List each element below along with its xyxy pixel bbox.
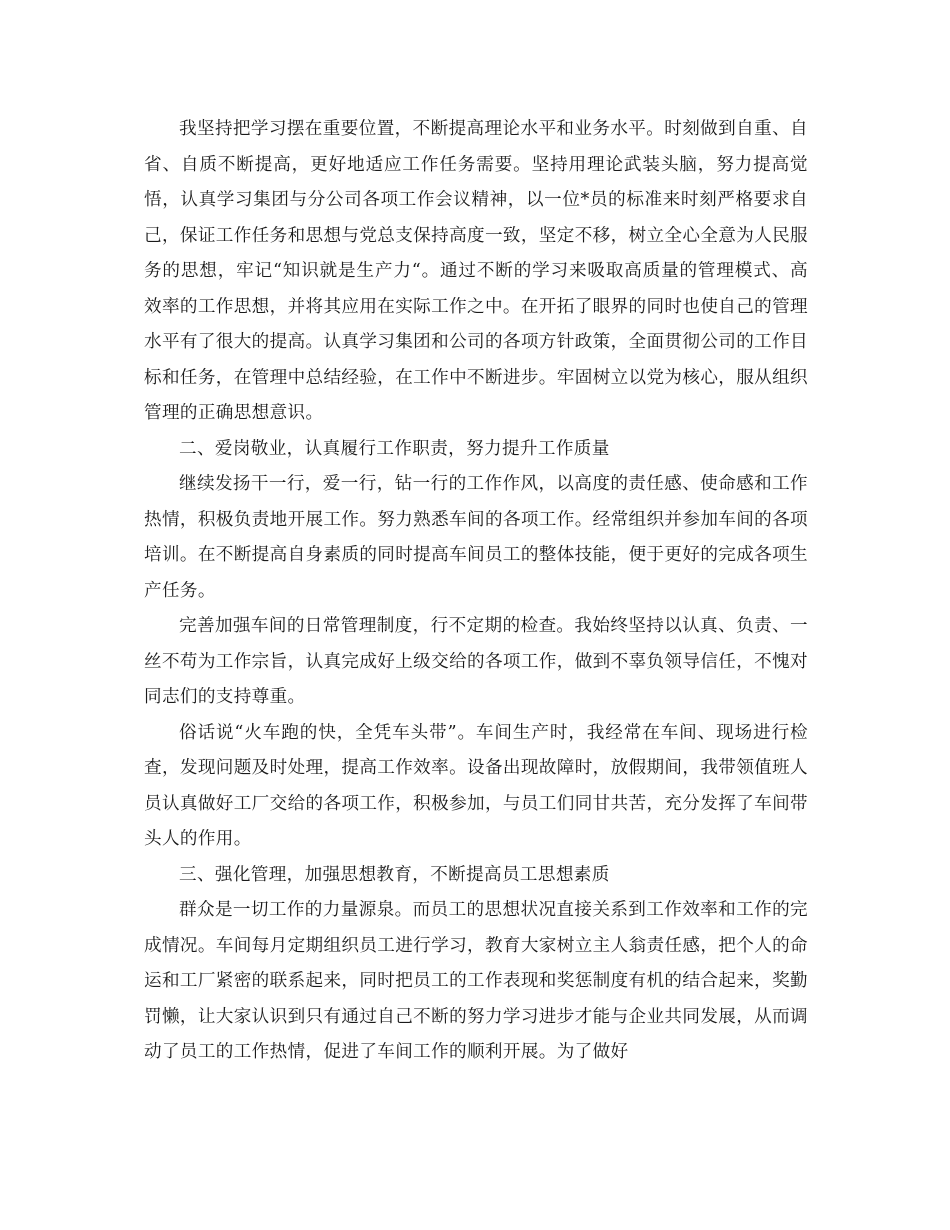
paragraph-dedication: 继续发扬干一行，爱一行，钻一行的工作作风，以高度的责任感、使命感和工作热情，积极负责地开展工作。努力熟悉车间的各项工作。经常组织并参加车间的各项培训。在不断提高自身素质的同时提高车间员工的整体技能，便于更好的完成各项生产任务。 (144, 474, 808, 601)
section-heading-2: 二、爱岗敬业，认真履行工作职责，努力提升工作质量 (179, 438, 610, 459)
paragraph-study: 我坚持把学习摆在重要位置，不断提高理论水平和业务水平。时刻做到自重、自省、自质不断提高，更好地适应工作任务需要。坚持用理论武装头脑，努力提高觉悟，认真学习集团与分公司各项工作会议精神，以一位*员的标准来时刻严格要求自己，保证工作任务和思想与党总支保持高度一致，坚定不移，树立全心全意为人民服务的思想，牢记“知识就是生产力“。通过不断的学习来吸取高质量的管理模式、高效率的工作思想，并将其应用在实际工作之中。在开拓了眼界的同时也使自己的管理水平有了很大的提高。认真学习集团和公司的各项方针政策，全面贯彻公司的工作目标和任务，在管理中总结经验，在工作中不断进步。牢固树立以党为核心，服从组织管理的正确思想意识。 (144, 119, 808, 423)
document-body (144, 112, 808, 1071)
section-heading-3: 三、强化管理，加强思想教育，不断提高员工思想素质 (179, 864, 610, 885)
paragraph-education: 群众是一切工作的力量源泉。而员工的思想状况直接关系到工作效率和工作的完成情况。车间每月定期组织员工进行学习，教育大家树立主人翁责任感，把个人的命运和工厂紧密的联系起来，同时把员工的工作表现和奖惩制度有机的结合起来，奖勤罚懒，让大家认识到只有通过自己不断的努力学习进步才能与企业共同发展，从而调动了员工的工作热情，促进了车间工作的顺利开展。为了做好 (144, 900, 808, 1062)
paragraph-management-system: 完善加强车间的日常管理制度，行不定期的检查。我始终坚持以认真、负责、一丝不苟为工作宗旨，认真完成好上级交给的各项工作，做到不辜负领导信任，不愧对同志们的支持尊重。 (144, 616, 808, 707)
paragraph-leadership: 俗话说“火车跑的快，全凭车头带”。车间生产时，我经常在车间、现场进行检查，发现问题及时处理，提高工作效率。设备出现故障时，放假期间，我带领值班人员认真做好工厂交给的各项工作，积极参加，与员工们同甘共苦，充分发挥了车间带头人的作用。 (144, 722, 808, 849)
